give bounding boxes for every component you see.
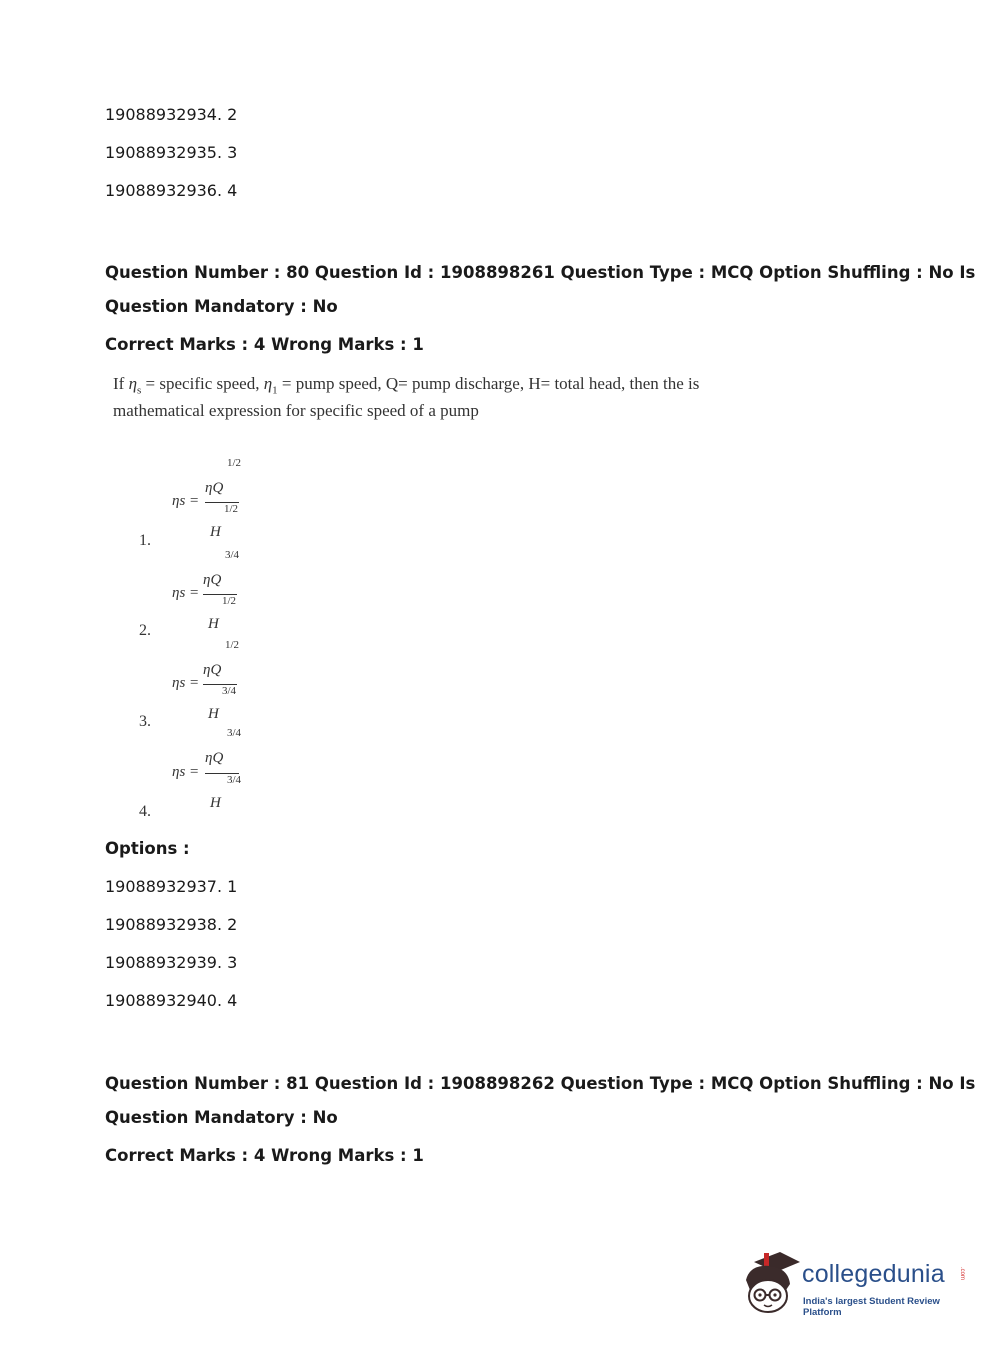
choice-formula-4: ηs = ηQ 3/4 3/4 H	[172, 727, 242, 811]
mascot-icon	[740, 1250, 802, 1318]
logo-wordmark: collegedunia	[802, 1260, 945, 1288]
logo-tagline: India's largest Student Review Platform	[803, 1296, 940, 1318]
q81-header-line1: Question Number : 81 Question Id : 1908898262 Question Type : MCQ Option Shuffling : No Is	[105, 1074, 976, 1093]
option-3: 19088932939. 3	[105, 953, 238, 972]
option-1: 19088932937. 1	[105, 877, 238, 896]
choice-number-1: 1.	[139, 532, 151, 549]
q80-marks: Correct Marks : 4 Wrong Marks : 1	[105, 335, 424, 354]
option-2: 19088932938. 2	[105, 915, 238, 934]
q80-header-line1: Question Number : 80 Question Id : 1908898261 Question Type : MCQ Option Shuffling : No Is	[105, 263, 976, 282]
prev-option-2: 19088932935. 3	[105, 143, 238, 162]
choice-formula-1: ηs = ηQ 1/2 1/2 H	[172, 457, 242, 540]
option-4: 19088932940. 4	[105, 991, 238, 1010]
choice-number-3: 3.	[139, 713, 151, 730]
collegedunia-logo	[740, 1250, 970, 1320]
logo-suffix: .com	[959, 1267, 965, 1281]
choice-formula-2: ηs = ηQ 3/4 1/2 H	[172, 549, 240, 632]
q80-question-text-line2: mathematical expression for specific speed of a pump	[113, 401, 479, 420]
prev-option-3: 19088932936. 4	[105, 181, 238, 200]
options-label: Options :	[105, 839, 190, 858]
q80-header-line2: Question Mandatory : No	[105, 297, 338, 316]
choice-number-4: 4.	[139, 803, 151, 820]
q80-question-text: If $\eta_s$ = specific speed, $\eta_1$ = pump speed, Q= pump discharge, H= total head, then the is	[113, 374, 700, 397]
q81-header-line2: Question Mandatory : No	[105, 1108, 338, 1127]
choice-number-2: 2.	[139, 622, 151, 639]
prev-option-1: 19088932934. 2	[105, 105, 238, 124]
q81-marks: Correct Marks : 4 Wrong Marks : 1	[105, 1146, 424, 1165]
choice-formula-3: ηs = ηQ 1/2 3/4 H	[172, 639, 240, 722]
